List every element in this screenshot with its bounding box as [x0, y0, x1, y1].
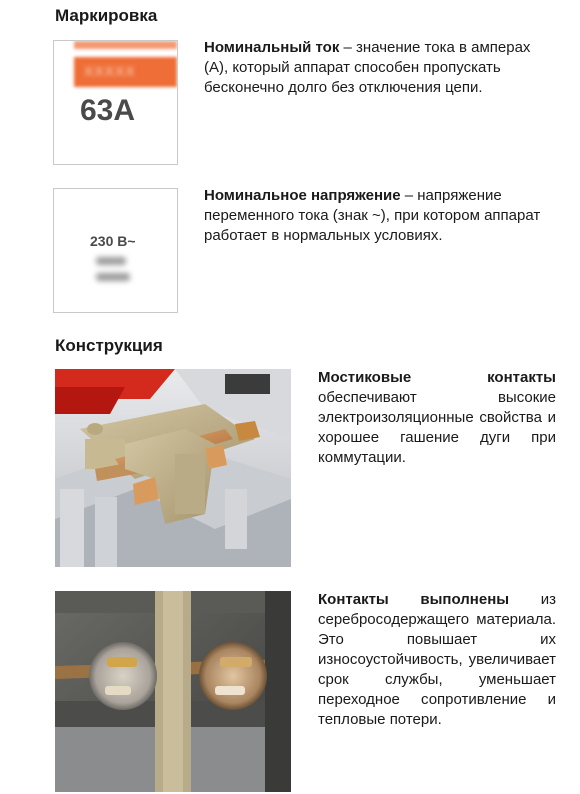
- silver-contacts-text: из серебросодержащего материала. Это повышает их износоустойчивость, увеличивает срок службы, уменьшает переходное сопротивление и тепловые потери.: [318, 591, 556, 728]
- blurred-label-line: [96, 273, 130, 281]
- rated-current-text: – значение тока в амперах (А), который аппарат способен пропускать бесконечно долго без отключения цепи.: [204, 39, 531, 96]
- current-rating-value: 63А: [80, 94, 136, 127]
- blurred-model-code: XXXXX: [84, 63, 136, 79]
- voltage-rating-label-image: [53, 188, 178, 313]
- rated-voltage-description: [204, 186, 556, 246]
- silver-contacts-photo: [55, 591, 291, 792]
- silver-contacts-term: Контакты выполнены: [318, 591, 510, 608]
- section-heading-marking: Маркировка: [55, 6, 158, 25]
- bridge-contacts-text: обеспечивают высокие электроизоляционные свойства и хорошее гашение дуги при коммутации.: [318, 389, 556, 466]
- bridge-contacts-term: Мостиковые контакты: [318, 369, 556, 386]
- current-rating-label-image: [53, 40, 178, 165]
- bridge-contacts-illustration: [55, 369, 291, 567]
- bridge-contacts-photo: [55, 369, 291, 567]
- rated-current-description: [204, 38, 556, 98]
- rated-voltage-text: – напряжение переменного тока (знак ~), при котором аппарат работает в нормальных условиях.: [204, 187, 541, 244]
- section-heading-construction: Конструкция: [55, 336, 163, 355]
- orange-label-strip: [74, 41, 177, 49]
- silver-contacts-description: [318, 590, 556, 730]
- blurred-label-line: [96, 257, 126, 265]
- silver-contacts-illustration: [55, 591, 291, 792]
- voltage-rating-value: 230 В~: [90, 233, 136, 249]
- bridge-contacts-description: [318, 368, 556, 468]
- rated-current-term: Номинальный ток: [204, 39, 340, 56]
- rated-voltage-term: Номинальное напряжение: [204, 187, 401, 204]
